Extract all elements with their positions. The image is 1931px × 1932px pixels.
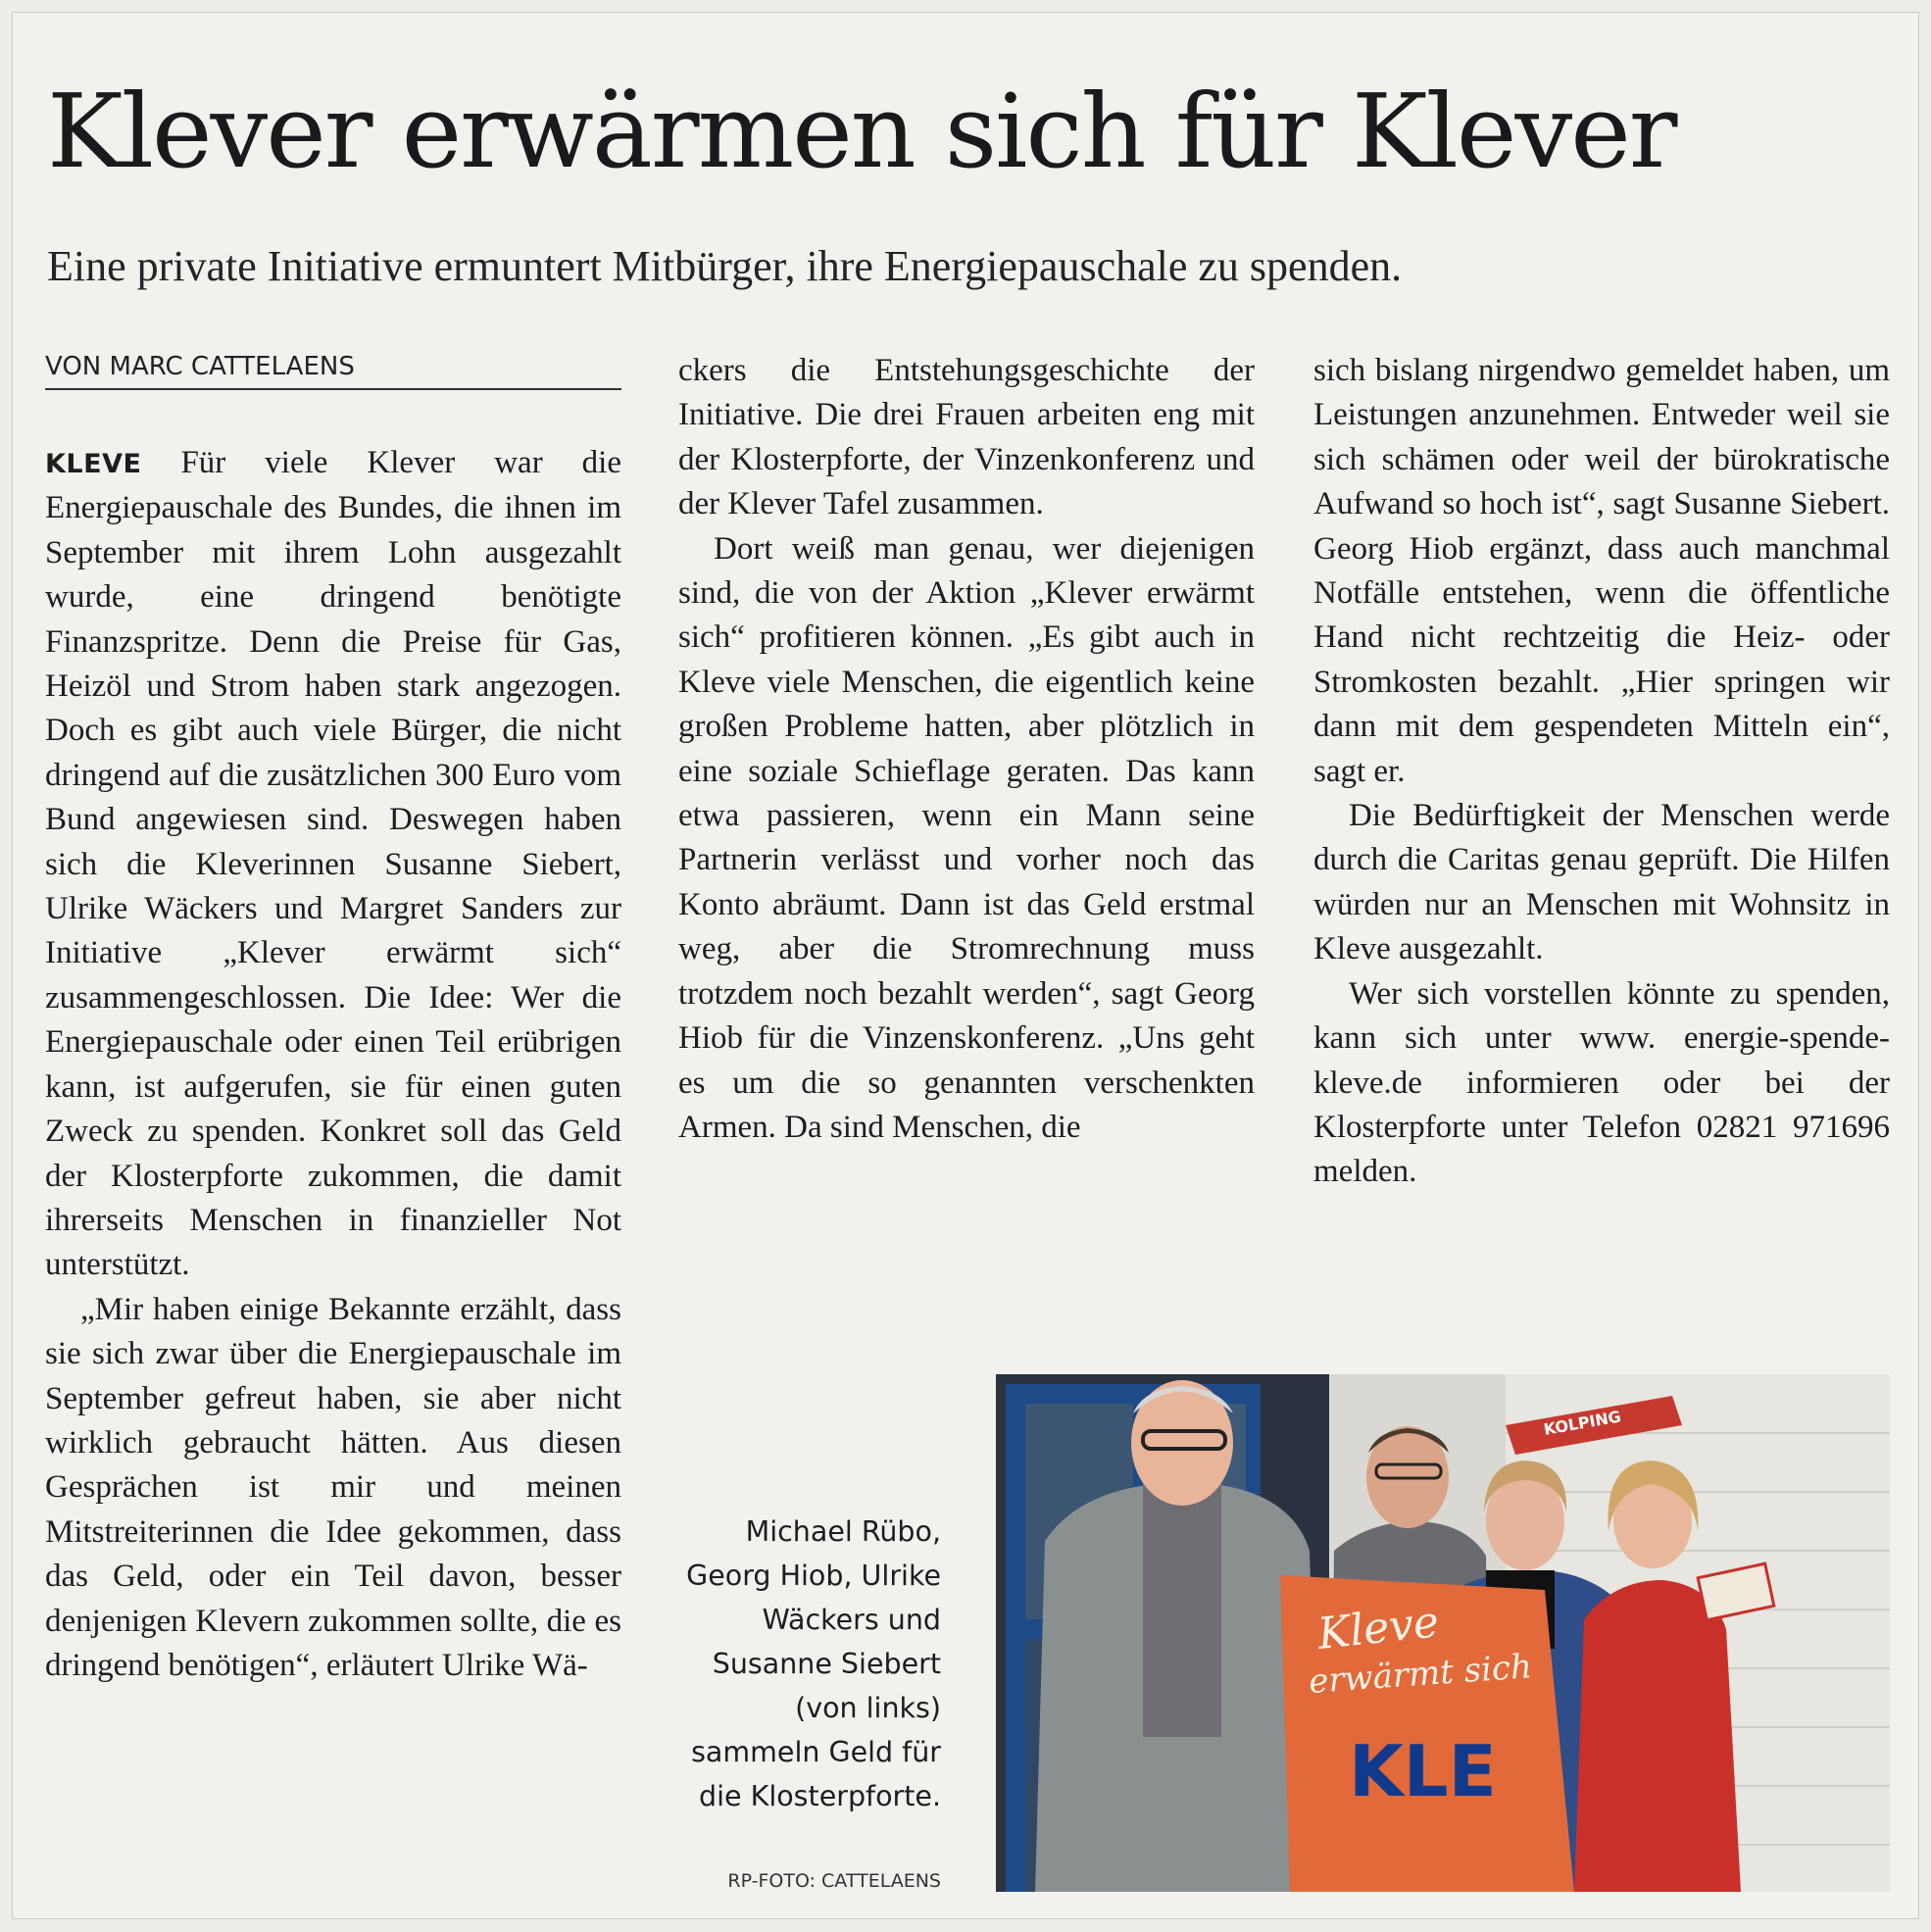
group-photo-illustration xyxy=(996,1374,1890,1892)
svg-text:erwärmt sich: erwärmt sich xyxy=(1307,1647,1534,1702)
paragraph: Wer sich vorstellen könnte zu spenden, kann sich unter www. energie-spende-kleve.de informieren oder bei der Klosterpforte unter Telefon 02821 971696 melden. xyxy=(1313,975,1890,1190)
byline: VON MARC CATTELAENS xyxy=(45,349,621,390)
paragraph: „Mir haben einige Bekannte erzählt, dass sie sich zwar über die Energiepauschale im September gefreut haben, sie aber nicht wirklich gebraucht hätten. Aus diesen Gesprächen ist mir und meinen Mitstreiterinnen die Idee gekommen, dass das Geld, oder ein Teil davon, besser denjenigen Klevern zukommen sollte, die es dringend benötigen“, erläutert Ulrike Wä- xyxy=(45,1291,621,1683)
photo-credit: RP-FOTO: CATTELAENS xyxy=(727,1870,941,1892)
paragraph: Dort weiß man genau, wer diejenigen sind, die von der Aktion „Klever erwärmt sich“ profitieren können. „Es gibt auch in Kleve viele Menschen, die eigentlich keine großen Probleme hatten, aber plötzlich in eine soziale Schieflage geraten. Das kann etwa passieren, wenn ein Mann seine Partnerin verlässt und vorher noch das Konto abräumt. Dann ist das Geld erstmal weg, aber die Stromrechnung muss trotzdem noch bezahlt werden“, sagt Georg Hiob für die Vinzenskonferenz. „Uns geht es um die so genannten verschenkten Armen. Da sind Menschen, die xyxy=(678,530,1255,1145)
photo-caption: Michael Rübo, Georg Hiob, Ulrike Wäckers und Susanne Siebert (von links) sammeln Geld für die Klosterpforte. xyxy=(686,1515,941,1812)
kleve-erwaermt-sich-sign xyxy=(1280,1575,1574,1892)
article-column-1 xyxy=(45,441,621,1688)
svg-text:Kleve: Kleve xyxy=(1314,1597,1442,1660)
subheadline: Eine private Initiative ermuntert Mitbürger, ihre Energiepauschale zu spenden. xyxy=(47,242,1403,290)
article-column-3 xyxy=(1313,349,1890,1195)
svg-text:KOLPING: KOLPING xyxy=(1542,1407,1623,1439)
paragraph: ckers die Entstehungsgeschichte der Initiative. Die drei Frauen arbeiten eng mit der Klosterpforte, der Vinzenkonferenz und der Klever Tafel zusammen. xyxy=(678,353,1255,522)
article-photo xyxy=(996,1374,1890,1892)
svg-text:KLE: KLE xyxy=(1349,1730,1497,1812)
paragraph: sich bislang nirgendwo gemeldet haben, um Leistungen anzunehmen. Entweder weil sie sich schämen oder weil der bürokratische Aufwand so hoch ist“, sagt Susanne Siebert. Georg Hiob ergänzt, dass auch manchmal Notfälle entstehen, wenn die öffentliche Hand nicht rechtzeitig die Heiz- oder Stromkosten bezahlt. „Hier springen wir dann mit dem gespendeten Mitteln ein“, sagt er. xyxy=(1313,353,1890,789)
paragraph xyxy=(45,441,621,1288)
article-column-2 xyxy=(678,349,1255,1150)
headline: Klever erwärmen sich für Klever xyxy=(47,72,1676,191)
dateline: KLEVE xyxy=(45,449,142,479)
paragraph-text: Für viele Klever war die Energiepauschale des Bundes, die ihnen im September mit ihrem Lohn ausgezahlt wurde, eine dringend benötigte Finanzspritze. Denn die Preise für Gas, Heizöl und Strom haben stark angezogen. Doch es gibt auch viele Bürger, die nicht dringend auf die zusätzlichen 300 Euro vom Bund angewiesen sind. Deswegen haben sich die Kleverinnen Susanne Siebert, Ulrike Wäckers und Margret Sanders zur Initiative „Klever erwärmt sich“ zusammengeschlossen. Die Idee: Wer die Energiepauschale oder einen Teil erübrigen kann, ist aufgerufen, sie für einen guten Zweck zu spenden. Konkret soll das Geld der Klosterpforte zukommen, die damit ihrerseits Menschen in finanzieller Not unterstützt. xyxy=(45,445,622,1283)
paragraph: Die Bedürftigkeit der Menschen werde durch die Caritas genau geprüft. Die Hilfen würden nur an Menschen mit Wohnsitz in Kleve ausgezahlt. xyxy=(1313,798,1890,967)
